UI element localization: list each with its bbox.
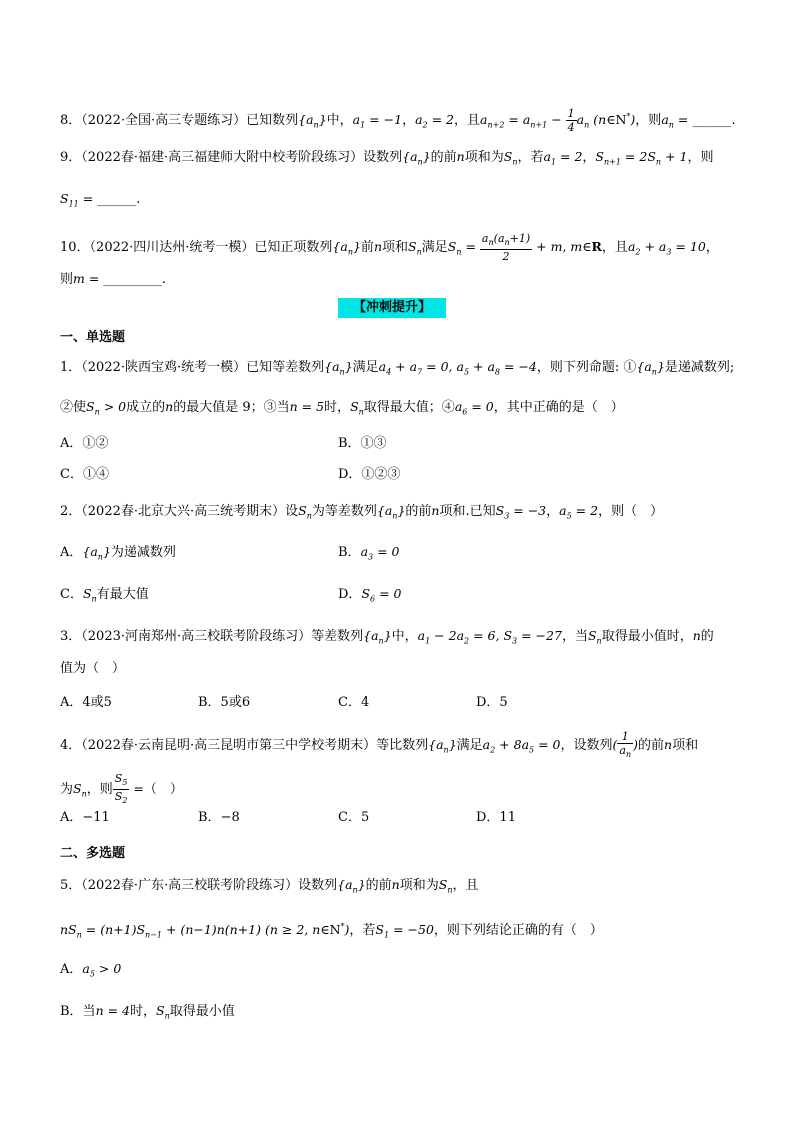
q2-option-b[interactable]: B．$a_3 = 0$	[338, 544, 400, 562]
q1-option-a[interactable]: A．①②	[60, 436, 109, 451]
question-1: 1．（2022·陕西宝鸡·统考一模）已知等差数列$\{a_n\}$满足$a_4 + a_7 = 0$, $a_5 + a_8 = -4$，则下列命题: $①\{a_n\}$是递减数列;	[60, 359, 735, 377]
q1-option-b[interactable]: B．①③	[338, 436, 387, 451]
q5-option-a[interactable]: A．$a_5 > 0$	[60, 961, 122, 979]
q2-option-a[interactable]: A．$\{a_n\}$为递减数列	[60, 544, 176, 562]
question-9-line2: $S_{11}$ = ______.	[60, 191, 141, 209]
q1-option-d[interactable]: D．①②③	[338, 467, 401, 482]
question-9: 9．（2022春·福建·高三福建师大附中校考阶段练习）设数列$\{a_n\}$的前n项和为$S_n$，若$a_1 = 2$，$S_{n+1} = 2S_n + 1$，则	[60, 149, 714, 167]
q2-option-c[interactable]: C．$S_n$有最大值	[60, 586, 149, 604]
section-title-single-choice: 一、单选题	[60, 330, 126, 345]
answer-blank[interactable]: ______	[692, 113, 732, 128]
answer-blank[interactable]: ______	[97, 192, 137, 207]
question-5: 5．（2022春·广东·高三校联考阶段练习）设数列$\{a_n\}$的前n项和为$S_n$，且	[60, 877, 479, 895]
q4-option-a[interactable]: A．−11	[60, 810, 110, 825]
q4-option-b[interactable]: B．−8	[198, 810, 240, 825]
q3-option-d[interactable]: D．5	[476, 695, 508, 710]
q3-option-a[interactable]: A．4或5	[60, 695, 112, 710]
q3-option-b[interactable]: B．5或6	[198, 695, 251, 710]
question-5-line2: $nS_n = (n+1)S_{n-1} + (n-1)n(n+1) (n \ge 2$, n∈N*)，若$S_1 = -50$，则下列结论正确的有（ ）	[60, 922, 603, 940]
q2-option-d[interactable]: D．$S_6 = 0$	[338, 586, 402, 604]
q3-option-c[interactable]: C．4	[338, 695, 370, 710]
question-4-line2: 为$S_n$，则 $\frac{S_5}{S_2}$ =（ ）	[60, 772, 183, 806]
question-4: 4．（2022春·云南昆明·高三昆明市第三中学校考期末）等比数列$\{a_n\}$满足$a_2 + 8a_5 = 0$，设数列( $\frac{1}{a_n}$ )的前n项和	[60, 730, 699, 760]
q4-option-d[interactable]: D．11	[476, 810, 516, 825]
q5-option-b[interactable]: B．当n = 4时，$S_n$取得最小值	[60, 1003, 235, 1021]
section-banner: 【冲刺提升】	[338, 298, 446, 318]
question-10-line2: 则m = _________.	[60, 271, 166, 287]
section-title-multiple-choice: 二、多选题	[60, 846, 126, 861]
question-10: 10．（2022·四川达州·统考一模）已知正项数列$\{a_n\}$前n项和$S_n$满足$S_n$ = $\frac{a_n(a_n+1)}{2}$ + m, m∈R，且$a_2 + a_3 = 10$，	[60, 232, 719, 264]
question-2: 2．（2022春·北京大兴·高三统考期末）设$S_n$为等差数列$\{a_n\}$的前n项和.已知$S_3 = -3$，$a_5 = 2$，则（ ）	[60, 503, 664, 521]
question-8: 8．（2022·全国·高三专题练习）已知数列$\{a_n\}$中，$a_1 = -1$，$a_2 = 2$，且$a_{n+2} = a_{n+1}$ − $\frac{1}{4}$ $a_n$ (n∈N*)，则$a_n$ = ______.	[60, 107, 736, 134]
q1-option-c[interactable]: C．①④	[60, 467, 109, 482]
q4-option-c[interactable]: C．5	[338, 810, 370, 825]
answer-blank[interactable]: _________	[103, 272, 162, 287]
question-1-line2: ②使$S_n > 0$成立的n的最大值是 9；③当n = 5时，$S_n$取得最大值；$④a_6 = 0$，其中正确的是（ ）	[60, 399, 624, 417]
question-3-line2: 值为（ ）	[60, 661, 126, 676]
question-3: 3．（2023·河南郑州·高三校联考阶段练习）等差数列$\{a_n\}$中，$a_1 - 2a_2 = 6$, $S_3 = -27$，当$S_n$取得最小值时，n的	[60, 628, 714, 646]
